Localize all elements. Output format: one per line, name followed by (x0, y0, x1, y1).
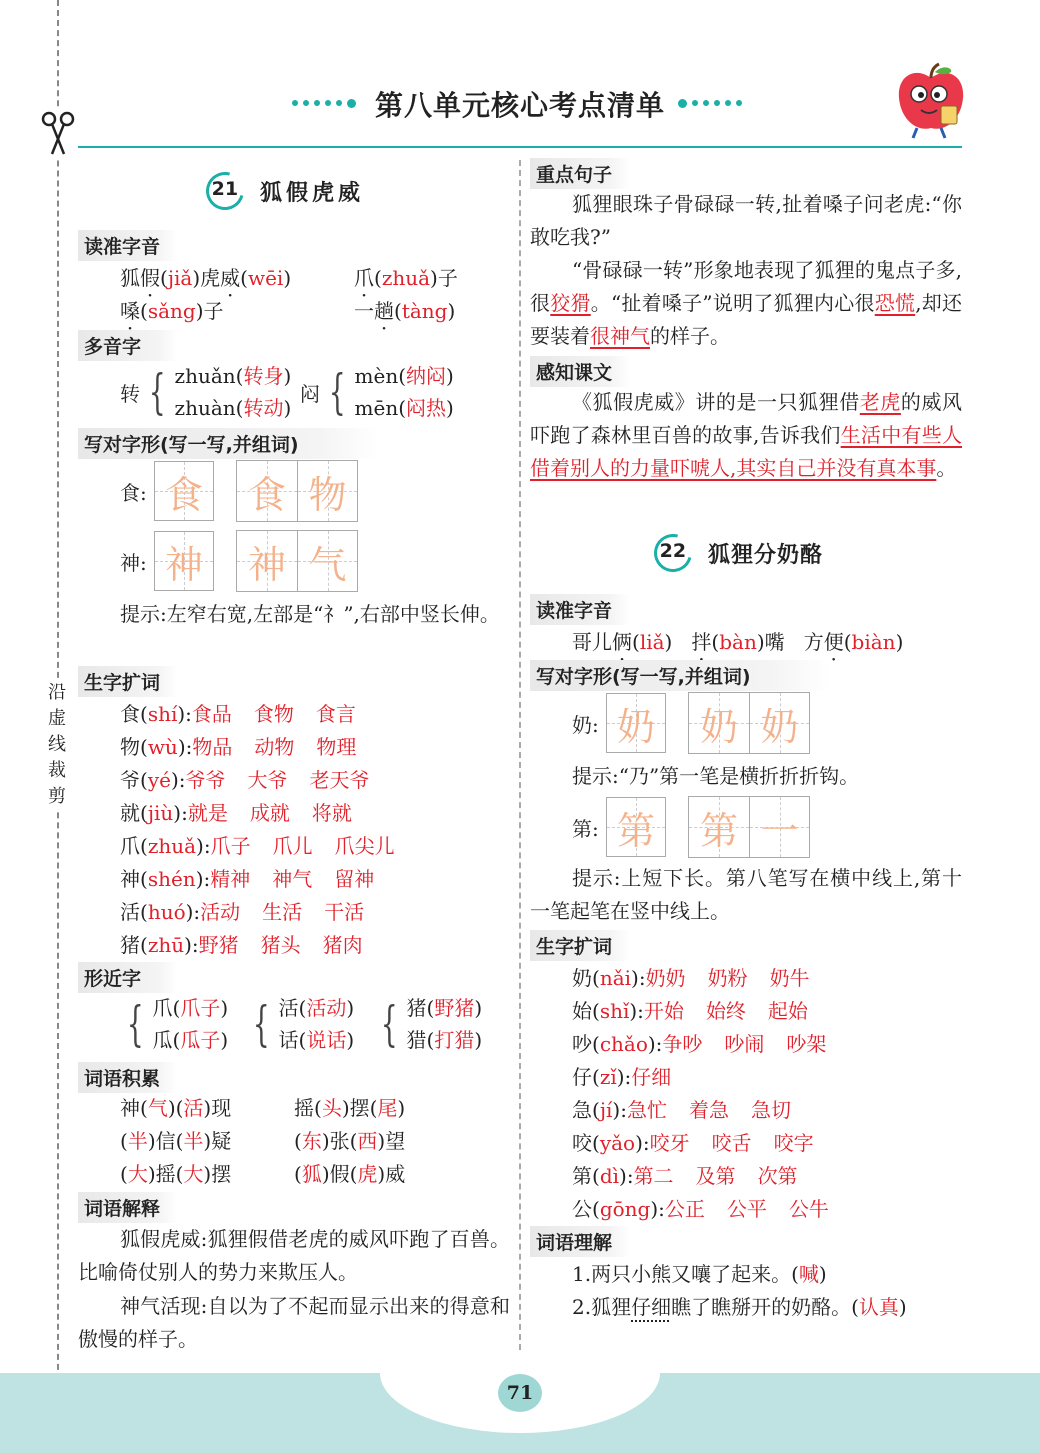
expand-pinyin: chǎo (599, 1032, 648, 1056)
expand-char: 爪 (120, 834, 140, 858)
expand-row: 咬(yǎo):咬牙 咬舌 咬字 (572, 1131, 814, 1155)
expand-row: 物(wù):物品 动物 物理 (120, 735, 357, 759)
phrase-item: (东)张(西)望 (294, 1129, 406, 1153)
expand-word: 着急 (688, 1098, 729, 1122)
expand-word: 咬舌 (711, 1131, 752, 1155)
phrase-item: (大)摇(大)摆 (120, 1162, 232, 1186)
expand-pinyin: zǐ (599, 1065, 617, 1089)
section-tag: 多音字 (78, 330, 178, 361)
header-dots-right (678, 100, 742, 110)
expand-word: 吵闹 (724, 1032, 765, 1056)
expand-pinyin: huó (147, 900, 186, 924)
expand-word: 爪子 (210, 834, 251, 858)
expand-row: 爪(zhuǎ):爪子 爪儿 爪尖儿 (120, 834, 395, 858)
expand-word: 公正 (664, 1197, 705, 1221)
similar-word: 瓜子 (180, 1028, 221, 1052)
expand-word: 公平 (726, 1197, 767, 1221)
similar-char: 活 (278, 996, 299, 1020)
section-tag: 读准字音 (78, 230, 178, 261)
expand-word: 及第 (695, 1164, 736, 1188)
expand-pinyin: zhū (147, 933, 185, 957)
understand-item: 2.狐狸仔细瞧了瞧掰开的奶酪。(认真) (572, 1295, 907, 1319)
expand-word: 精神 (210, 867, 251, 891)
section-tag: 生字扩词 (78, 666, 178, 697)
expand-pinyin: shí (147, 702, 178, 726)
pinyin-row: 一趟(tàng) (354, 299, 456, 323)
expand-word: 神气 (272, 867, 313, 891)
expand-word: 仔细 (631, 1065, 672, 1089)
expand-char: 奶 (572, 966, 592, 990)
expand-row: 急(jí):急忙 着急 急切 (572, 1098, 791, 1122)
writing-cell: 神 (237, 531, 297, 591)
expand-pinyin: dì (599, 1164, 620, 1188)
expand-char: 神 (120, 867, 140, 891)
expand-word: 食品 (191, 702, 232, 726)
section-tag: 读准字音 (530, 594, 630, 625)
writing-cell: 奶 (689, 693, 749, 753)
expand-pinyin: zhuǎ (147, 834, 197, 858)
expand-word: 奶粉 (707, 966, 748, 990)
writing-grid-row: 第: 第 第 一 (572, 796, 810, 858)
expand-word: 咬牙 (649, 1131, 690, 1155)
expand-char: 吵 (572, 1032, 592, 1056)
expand-row: 吵(chǎo):争吵 吵闹 吵架 (572, 1032, 827, 1056)
expand-char: 仔 (572, 1065, 592, 1089)
expand-word: 食言 (315, 702, 356, 726)
expand-pinyin: shén (147, 867, 196, 891)
expand-char: 始 (572, 999, 592, 1023)
expand-row: 爷(yé):爷爷 大爷 老天爷 (120, 768, 370, 792)
expand-word: 留神 (334, 867, 375, 891)
expand-word: 爷爷 (185, 768, 226, 792)
perceive-text: 《狐假虎威》讲的是一只狐狸借老虎的威风吓跑了森林里百兽的故事,告诉我们生活中有些人借着别人的力量吓唬人,其实自己并没有真本事。 (530, 390, 963, 480)
expand-pinyin: jiù (147, 801, 174, 825)
phrase-item: 摇(头)摆(尾) (294, 1096, 406, 1120)
expand-word: 就是 (187, 801, 228, 825)
expand-word: 奶奶 (645, 966, 686, 990)
pinyin-row: 爪(zhuǎ)子 (354, 266, 458, 290)
page-number: 71 (498, 1374, 542, 1412)
section-tag: 词语积累 (78, 1062, 178, 1093)
writing-grid-row: 奶: 奶 奶 奶 (572, 692, 810, 754)
expand-char: 猪 (120, 933, 140, 957)
expand-word: 争吵 (662, 1032, 703, 1056)
expand-word: 干活 (324, 900, 365, 924)
writing-cell: 第 (606, 797, 666, 857)
expand-word: 动物 (254, 735, 295, 759)
expand-char: 食 (120, 702, 140, 726)
expand-word: 爪儿 (272, 834, 313, 858)
similar-group: { 猪(野猪) 猎(打猎) (380, 996, 483, 1052)
similar-word: 爪子 (180, 996, 221, 1020)
similar-group: { 爪(爪子) 瓜(瓜子) (126, 996, 229, 1052)
expand-word: 急忙 (626, 1098, 667, 1122)
expand-word: 物理 (316, 735, 357, 759)
similar-char: 爪 (152, 996, 173, 1020)
page-title: 第八单元核心考点清单 (374, 89, 665, 122)
expand-row: 公(gōng):公正 公平 公牛 (572, 1197, 829, 1221)
expand-row: 第(dì):第二 及第 次第 (572, 1164, 798, 1188)
expand-char: 就 (120, 801, 140, 825)
expand-char: 第 (572, 1164, 592, 1188)
section-tag: 词语解释 (78, 1192, 178, 1223)
expand-char: 活 (120, 900, 140, 924)
pinyin-row: 狐假(jiǎ)虎威(wēi) (120, 266, 292, 290)
expand-word: 活动 (200, 900, 241, 924)
expand-char: 物 (120, 735, 140, 759)
writing-cell: 物 (297, 461, 357, 521)
expand-word: 食物 (253, 702, 294, 726)
expand-word: 大爷 (247, 768, 288, 792)
similar-word: 活动 (306, 996, 347, 1020)
lesson-number: 22 (659, 539, 687, 562)
expand-row: 食(shí):食品 食物 食言 (120, 702, 356, 726)
expand-word: 成就 (249, 801, 290, 825)
writing-hint: 提示:上短下长。第八笔写在横中线上,第十一笔起笔在竖中线上。 (530, 866, 962, 923)
key-analysis: “骨碌碌一转”形象地表现了狐狸的鬼点子多,很狡猾。“扯着嗓子”说明了狐狸内心很恐慌,却还要装着很神气的样子。 (530, 258, 963, 348)
expand-row: 神(shén):精神 神气 留神 (120, 867, 375, 891)
section-tag: 生字扩词 (530, 930, 630, 961)
expand-row: 猪(zhū):野猪 猪头 猪肉 (120, 933, 363, 957)
similar-char: 猪 (406, 996, 427, 1020)
expand-word: 老天爷 (309, 768, 370, 792)
section-tag: 写对字形(写一写,并组词) (78, 428, 378, 459)
phrase-item: (半)信(半)疑 (120, 1129, 232, 1153)
similar-char: 瓜 (152, 1028, 173, 1052)
expand-word: 野猪 (198, 933, 239, 957)
expand-word: 爪尖儿 (334, 834, 395, 858)
phrase-item: 神(气)(活)现 (120, 1096, 232, 1120)
expand-word: 起始 (767, 999, 808, 1023)
writing-cell: 奶 (749, 693, 809, 753)
similar-char: 话 (278, 1028, 299, 1052)
writing-grid-row: 神: 神 神 气 (120, 530, 358, 592)
expand-char: 爷 (120, 768, 140, 792)
section-tag: 重点句子 (530, 158, 630, 189)
polyphone-group: 转 { zhuǎn(转身) zhuàn(转动) (120, 364, 292, 420)
expand-pinyin: nǎi (599, 966, 632, 990)
cut-hint: 沿虚线裁剪 (45, 680, 69, 810)
expand-row: 始(shǐ):开始 始终 起始 (572, 999, 808, 1023)
expand-char: 咬 (572, 1131, 592, 1155)
expand-word: 始终 (705, 999, 746, 1023)
expand-pinyin: gōng (599, 1197, 651, 1221)
lesson-21-heading (206, 172, 364, 210)
section-tag: 写对字形(写一写,并组词) (530, 660, 830, 691)
understand-item: 1.两只小熊又嚷了起来。(喊) (572, 1262, 827, 1286)
phrase-item: (狐)假(虎)威 (294, 1162, 406, 1186)
expand-pinyin: shǐ (599, 999, 630, 1023)
expand-word: 将就 (311, 801, 352, 825)
lesson-title: 狐狸分奶酪 (708, 541, 824, 568)
lesson-title: 狐假虎威 (260, 179, 365, 206)
pinyin-row: 嗓(sǎng)子 (120, 299, 224, 323)
expand-word: 急切 (750, 1098, 791, 1122)
writing-cell: 一 (749, 797, 809, 857)
writing-cell: 第 (689, 797, 749, 857)
similar-word: 说话 (306, 1028, 347, 1052)
writing-cell: 气 (297, 531, 357, 591)
explanation: 狐假虎威:狐狸假借老虎的威风吓跑了百兽。比喻倚仗别人的势力来欺压人。 (78, 1227, 510, 1284)
expand-word: 猪头 (260, 933, 301, 957)
expand-word: 第二 (633, 1164, 674, 1188)
expand-row: 活(huó):活动 生活 干活 (120, 900, 365, 924)
expand-word: 咬字 (773, 1131, 814, 1155)
expand-word: 生活 (262, 900, 303, 924)
section-tag: 形近字 (78, 962, 178, 993)
section-tag: 词语理解 (530, 1226, 630, 1257)
expand-char: 公 (572, 1197, 592, 1221)
similar-word: 打猎 (434, 1028, 475, 1052)
scissors-icon (40, 110, 76, 158)
similar-group: { 活(活动) 话(说话) (252, 996, 355, 1052)
pinyin-row: 哥儿俩(liǎ) 拌(bàn)嘴 方便(biàn) (572, 630, 904, 654)
expand-char: 急 (572, 1098, 592, 1122)
apple-mascot-icon (895, 62, 967, 140)
expand-word: 奶牛 (769, 966, 810, 990)
expand-word: 吵架 (786, 1032, 827, 1056)
expand-row: 奶(nǎi):奶奶 奶粉 奶牛 (572, 966, 810, 990)
expand-pinyin: yǎo (599, 1131, 636, 1155)
expand-word: 次第 (757, 1164, 798, 1188)
similar-word: 野猪 (434, 996, 475, 1020)
section-tag: 感知课文 (530, 356, 630, 387)
writing-cell: 奶 (606, 693, 666, 753)
expand-word: 开始 (643, 999, 684, 1023)
expand-pinyin: jí (599, 1098, 613, 1122)
expand-pinyin: wù (147, 735, 178, 759)
writing-hint: 提示:左窄右宽,左部是“礻”,右部中竖长伸。 (120, 602, 500, 626)
expand-word: 物品 (192, 735, 233, 759)
writing-grid-row: 食: 食 食 物 (120, 460, 358, 522)
expand-pinyin: yé (147, 768, 171, 792)
expand-word: 公牛 (788, 1197, 829, 1221)
explanation: 神气活现:自以为了不起而显示出来的得意和傲慢的样子。 (78, 1294, 510, 1351)
header-rule (78, 146, 962, 148)
similar-char: 猎 (406, 1028, 427, 1052)
lesson-number: 21 (211, 177, 239, 200)
writing-hint: 提示:“乃”第一笔是横折折折钩。 (572, 764, 860, 788)
writing-cell: 食 (237, 461, 297, 521)
expand-word: 猪肉 (322, 933, 363, 957)
expand-row: 就(jiù):就是 成就 将就 (120, 801, 352, 825)
column-divider (519, 160, 521, 1350)
expand-row: 仔(zǐ):仔细 (572, 1065, 672, 1089)
writing-cell: 神 (154, 531, 214, 591)
polyphone-group: 闷 { mèn(纳闷) mēn(闷热) (300, 364, 454, 420)
lesson-22-heading (654, 534, 823, 572)
writing-cell: 食 (154, 461, 214, 521)
key-sentence: 狐狸眼珠子骨碌碌一转,扯着嗓子问老虎:“你敢吃我?” (530, 192, 962, 249)
